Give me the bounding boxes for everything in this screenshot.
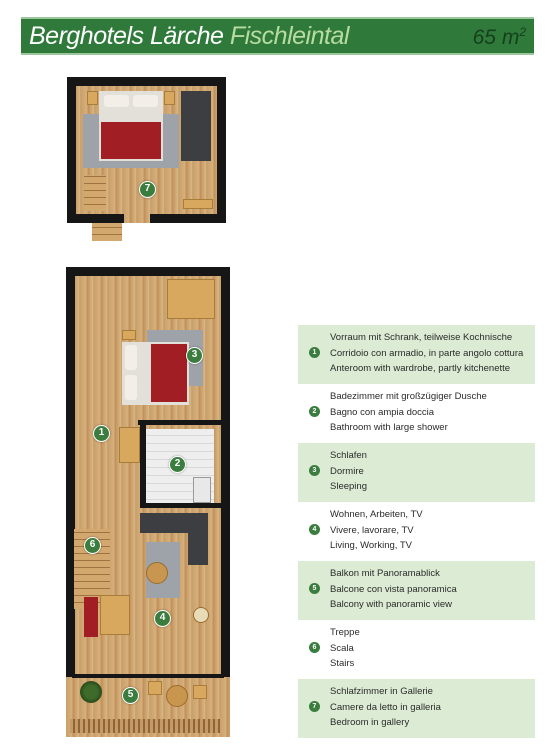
wall: [140, 503, 222, 508]
legend-text-it: Bagno con ampia doccia: [330, 406, 435, 418]
wall: [138, 420, 222, 425]
coffee-table: [146, 562, 168, 584]
area-value: 65 m: [472, 26, 520, 49]
legend-text-de: Balkon mit Panoramablick: [330, 568, 440, 579]
legend-number: 3: [309, 465, 320, 476]
blanket: [101, 122, 161, 159]
area-label: [473, 25, 526, 50]
wall: [217, 77, 226, 223]
nightstand: [87, 91, 98, 105]
legend-item: [298, 620, 535, 679]
pillow: [125, 375, 137, 400]
wall: [221, 267, 230, 677]
wall: [66, 267, 75, 677]
legend-text-it: Corridoio con armadio, in parte angolo cottura: [330, 347, 524, 359]
legend-text-de: Wohnen, Arbeiten, TV: [330, 509, 423, 520]
side-table: [193, 607, 209, 623]
balcony-table: [166, 685, 188, 707]
legend-item: [298, 443, 535, 502]
sofa: [181, 91, 211, 161]
area-unit-sup: 2: [519, 25, 526, 39]
legend-number: 6: [309, 642, 320, 653]
legend-text-it: Camere da letto in galleria: [330, 701, 441, 713]
legend-text-de: Schlafen: [330, 450, 367, 461]
legend-text-it: Dormire: [330, 465, 364, 477]
hotel-title-main: Berghotels Lärche: [29, 22, 224, 50]
room-marker-7: 7: [139, 181, 156, 198]
gallery-floor-plan: [67, 77, 226, 223]
pillow: [104, 95, 129, 107]
legend-item: [298, 679, 535, 738]
pillow: [125, 345, 137, 370]
chair: [84, 597, 98, 637]
room-marker-1: 1: [93, 425, 110, 442]
balcony-chair: [193, 685, 207, 699]
header-banner: [21, 17, 534, 55]
room-legend: [298, 325, 535, 738]
legend-number: 2: [309, 406, 320, 417]
wardrobe: [167, 279, 215, 319]
legend-text-it: Scala: [330, 642, 354, 654]
legend-text-en: Sleeping: [330, 481, 367, 492]
room-marker-3: 3: [186, 347, 203, 364]
legend-text-en: Bedroom in gallery: [330, 717, 410, 728]
legend-text-de: Treppe: [330, 627, 360, 638]
legend-text-de: Badezimmer mit großzügiger Dusche: [330, 391, 487, 402]
nightstand: [164, 91, 175, 105]
stairs: [84, 175, 106, 211]
legend-item: [298, 325, 535, 384]
legend-text-en: Anteroom with wardrobe, partly kitchenette: [330, 363, 511, 374]
wall: [67, 214, 124, 223]
legend-number: 7: [309, 701, 320, 712]
legend-text-en: Living, Working, TV: [330, 540, 413, 551]
wall: [150, 214, 226, 223]
balcony-plant: [80, 681, 102, 703]
room-marker-2: 2: [169, 456, 186, 473]
balcony-railing: [70, 719, 220, 733]
room-marker-6: 6: [84, 537, 101, 554]
pillow: [133, 95, 158, 107]
legend-number: 1: [309, 347, 320, 358]
legend-text-it: Vivere, lavorare, TV: [330, 524, 414, 536]
room-marker-5: 5: [122, 687, 139, 704]
wall: [72, 674, 224, 678]
wall: [67, 77, 226, 86]
sofa: [188, 513, 208, 565]
blanket: [151, 344, 187, 402]
wall: [140, 425, 146, 507]
legend-item: [298, 561, 535, 620]
legend-text-de: Vorraum mit Schrank, teilweise Kochnische: [330, 332, 513, 343]
legend-text-en: Stairs: [330, 658, 355, 669]
legend-item: [298, 384, 535, 443]
legend-text-de: Schlafzimmer in Gallerie: [330, 686, 433, 697]
hotel-title-sub: Fischleintal: [229, 22, 349, 50]
desk: [100, 595, 130, 635]
desk: [183, 199, 213, 209]
main-floor-plan: [66, 267, 230, 737]
legend-text-en: Bathroom with large shower: [330, 422, 448, 433]
legend-item: [298, 502, 535, 561]
stair-landing: [92, 223, 122, 241]
balcony-chair: [148, 681, 162, 695]
hotel-title: [29, 22, 349, 51]
nightstand: [122, 330, 136, 340]
wall: [67, 77, 76, 223]
kitchen-counter: [119, 427, 140, 463]
wall: [66, 267, 230, 276]
shower-tray: [193, 477, 211, 503]
legend-number: 5: [309, 583, 320, 594]
legend-text-en: Balcony with panoramic view: [330, 599, 452, 610]
room-marker-4: 4: [154, 610, 171, 627]
legend-number: 4: [309, 524, 320, 535]
legend-text-it: Balcone con vista panoramica: [330, 583, 457, 595]
